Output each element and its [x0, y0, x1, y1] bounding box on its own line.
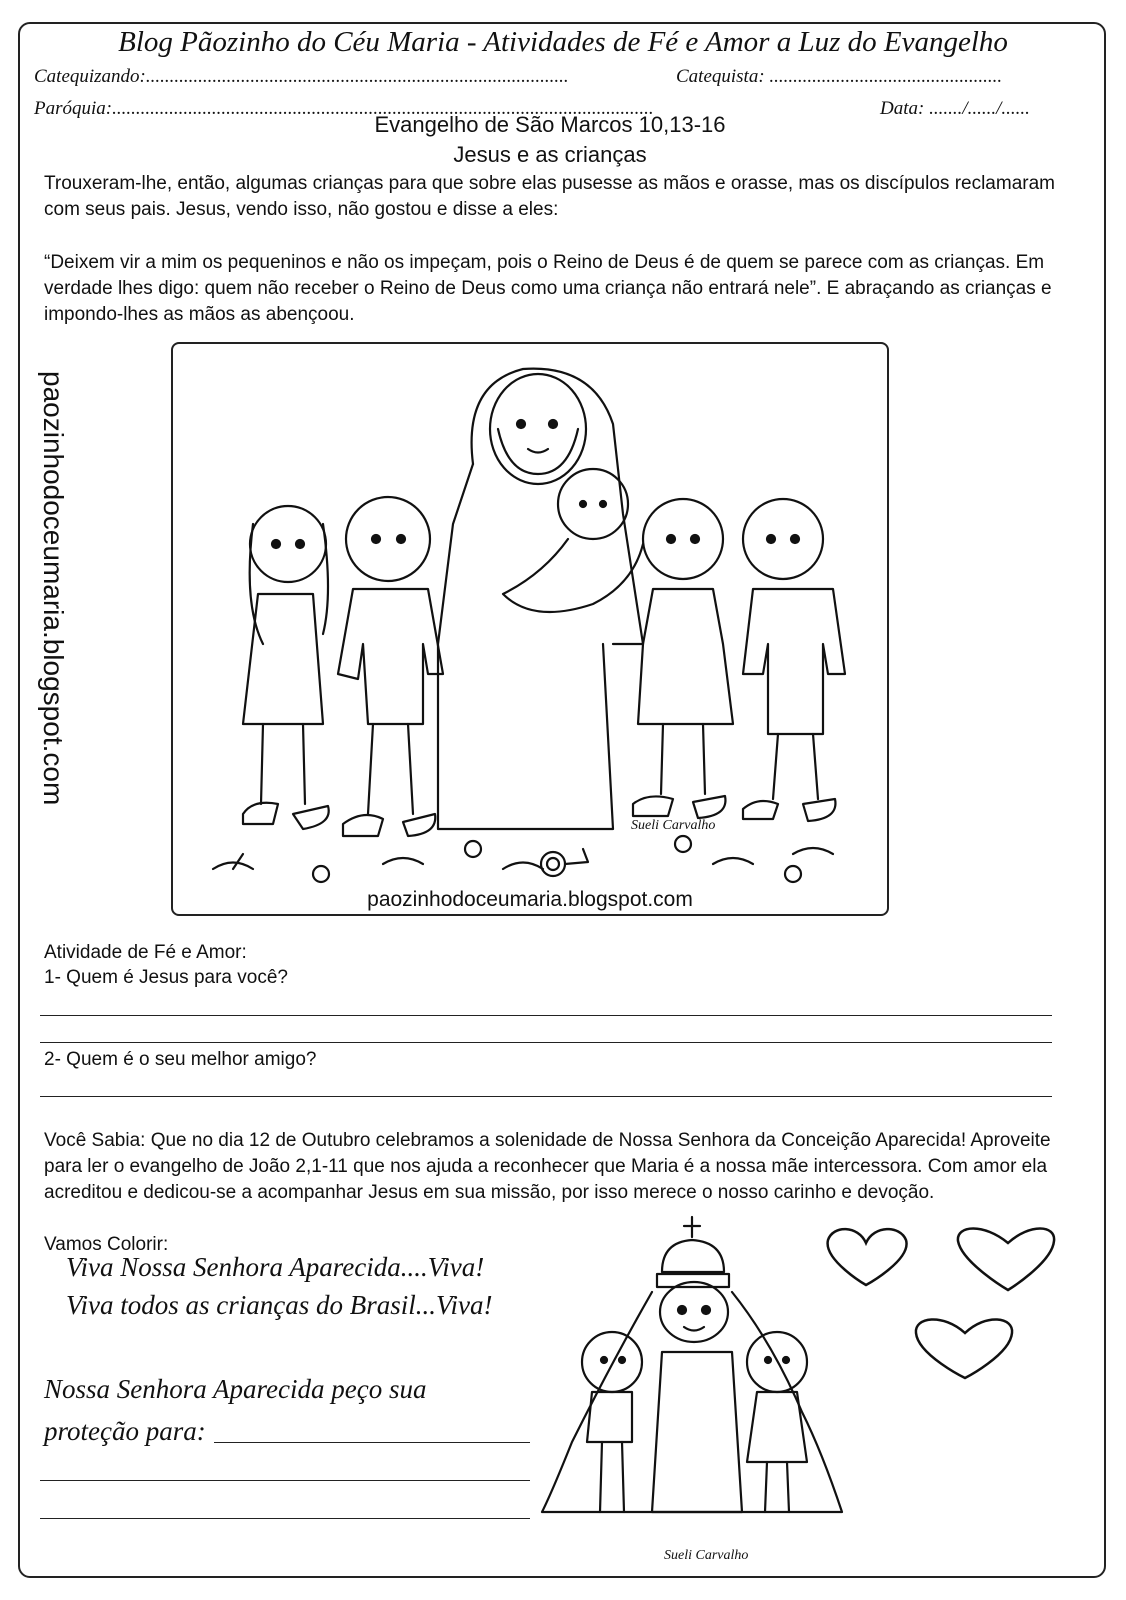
blog-title: Blog Pãozinho do Céu Maria - Atividades de Fé e Amor a Luz do Evangelho: [118, 26, 1008, 58]
data-field[interactable]: Data: ......./....../......: [880, 98, 1030, 119]
paroquia-field[interactable]: Paróquia:..................................................................................................................: [34, 98, 654, 119]
jesus-children-illustration: [171, 342, 889, 916]
question-1: 1- Quem é Jesus para você?: [44, 967, 288, 988]
illustration-url: paozinhodoceumaria.blogspot.com: [367, 888, 693, 911]
gospel-title: Jesus e as crianças: [453, 142, 647, 167]
coloring-line-1: Viva Nossa Senhora Aparecida....Viva!: [66, 1252, 485, 1282]
heart-icon: [958, 1229, 1054, 1291]
heart-icon: [916, 1319, 1012, 1378]
answer-line-2[interactable]: [40, 1042, 1052, 1043]
prayer-answer-line-3[interactable]: [40, 1518, 530, 1519]
gospel-paragraph-1: Trouxeram-lhe, então, algumas crianças para que sobre elas pusesse as mãos e orasse, mas os discípulos reclamaram com seus pais. Jesus, vendo isso, não gostou e disse a eles:: [44, 173, 1055, 220]
catequizando-field[interactable]: Catequizando:.........................................................................................: [34, 66, 569, 87]
voce-sabia-text: Você Sabia: Que no dia 12 de Outubro celebramos a solenidade de Nossa Senhora da Conceição Aparecida! Aproveite para ler o evangelho de João 2,1-11 que nos ajuda a reconhecer que Maria é a nossa mãe intercessora. Com amor ela acreditou e dedicou-se a acompanhar Jesus em sua missão, por isso merece o nosso carinho e devoção.: [44, 1130, 1051, 1203]
prayer-answer-line-2[interactable]: [40, 1480, 530, 1481]
side-url-text: paozinhodoceumaria.blogspot.com: [38, 371, 69, 806]
coloring-line-2: Viva todos as crianças do Brasil...Viva!: [66, 1290, 493, 1320]
jesus-children-drawing: [173, 344, 887, 884]
prayer-line-2: proteção para:: [44, 1416, 206, 1446]
illustration-signature: Sueli Carvalho: [631, 818, 716, 833]
vamos-colorir-label: Vamos Colorir:: [44, 1234, 169, 1255]
question-2: 2- Quem é o seu melhor amigo?: [44, 1049, 317, 1070]
gospel-reference: Evangelho de São Marcos 10,13-16: [374, 112, 726, 137]
prayer-line-1: Nossa Senhora Aparecida peço sua: [44, 1374, 427, 1404]
coloring-signature: Sueli Carvalho: [664, 1548, 749, 1563]
answer-line-1[interactable]: [40, 1015, 1052, 1016]
gospel-paragraph-2: “Deixem vir a mim os pequeninos e não os impeçam, pois o Reino de Deus é de quem se parece com as crianças. Em verdade lhes digo: quem não receber o Reino de Deus como uma criança não entrará nele”. E abraçando as crianças e impondo-lhes as mãos as abençoou.: [44, 252, 1052, 325]
answer-line-3[interactable]: [40, 1096, 1052, 1097]
activity-title: Atividade de Fé e Amor:: [44, 942, 247, 963]
side-url: [38, 370, 68, 890]
catequista-field[interactable]: Catequista: .................................................: [676, 66, 1003, 87]
prayer-answer-line-1[interactable]: [214, 1442, 530, 1443]
nossa-senhora-illustration: [532, 1212, 872, 1542]
